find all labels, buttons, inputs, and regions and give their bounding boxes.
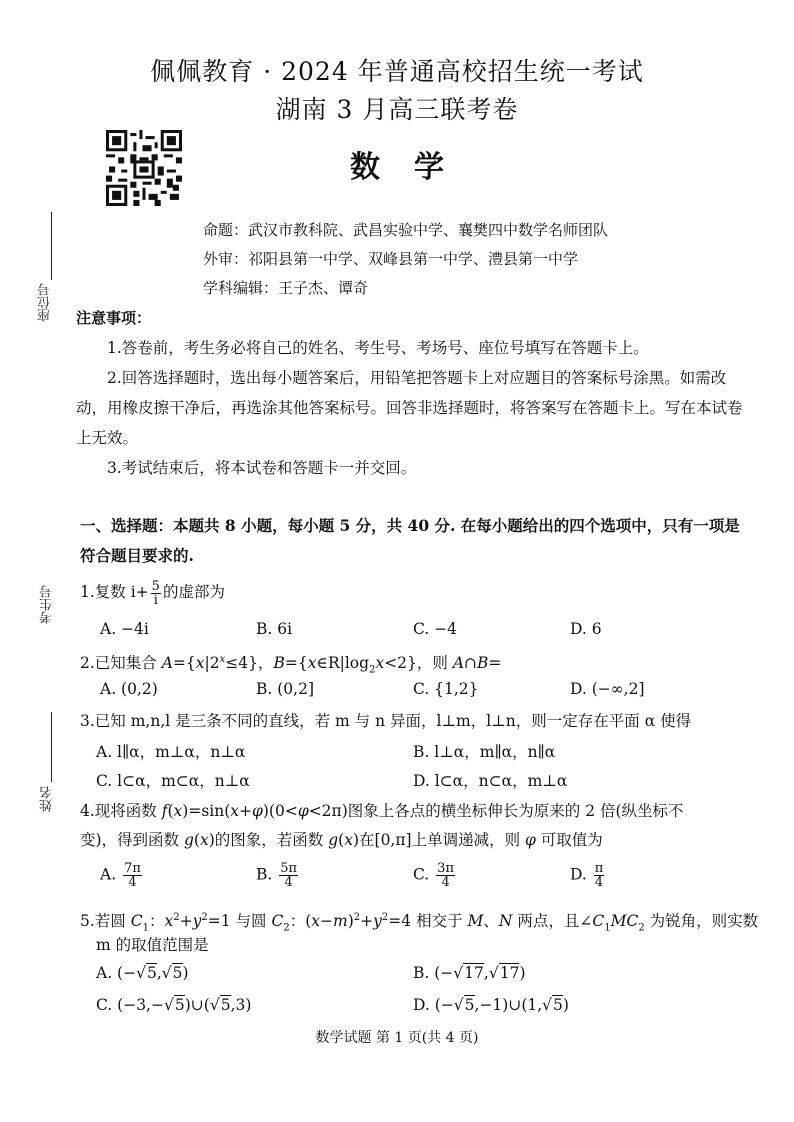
name-line[interactable]	[51, 712, 52, 782]
question-3: 3.已知 m,n,l 是三条不同的直线，若 m 与 n 异面，l⊥m，l⊥n，则一定存在平面 α 使得	[80, 712, 692, 730]
q3-option-b: B. l⊥α，m∥α，n∥α	[413, 743, 556, 761]
exam-title-line1: 佩佩教育 · 2024 年普通高校招生统一考试	[150, 57, 644, 86]
seat-number-label: 座位号	[38, 283, 53, 322]
question-1: 1.复数 i+ $\frac{5}{i}$ 的虚部为	[80, 578, 225, 608]
seat-number-line[interactable]	[51, 212, 52, 280]
notice-title: 注意事项：	[76, 309, 152, 327]
question-5-line-1: 5.若圆 $C_1$：$x^2+y^2=1$ 与圆 $C_2$：$(x-m)^2+y^2=4$ 相交于 M、N 两点，且$\angle C_1MC_2$ 为锐角，则实数	[80, 912, 759, 934]
q3-option-a: A. l∥α，m⊥α，n⊥α	[96, 743, 246, 761]
section-heading: 一、选择题：本题共 8 小题，每小题 5 分，共 40 分. 在每小题给出的四个选项中，只有一项是符合题目要求的.	[80, 516, 740, 565]
q2-option-a: A. (0,2)	[100, 680, 158, 698]
q1-option-d: D. 6	[570, 620, 602, 638]
q4-option-d: D. $\frac{\pi}{4}$	[570, 861, 604, 890]
credits-editor: 学科编辑：王子杰、谭奇	[203, 279, 369, 297]
subject-title: 数学	[350, 150, 478, 185]
q5-option-d: D. (−√5,−1)∪(1,√5)	[413, 996, 569, 1014]
q5-option-c: C. (−3,−√5)∪(√5,3)	[96, 996, 252, 1014]
question-2: 2.已知集合 $A=\{x|2^x\le 4\}$，$B=\{x\in R|\log_2x<2\}$，则 A∩B=	[80, 654, 502, 676]
page-footer: 数学试题 第 1 页(共 4 页)	[315, 1030, 479, 1046]
q1-option-c: C. −4	[413, 620, 458, 638]
notice-item-1: 1.答卷前，考生务必将自己的姓名、考生号、考场号、座位号填写在答题卡上。	[107, 339, 649, 357]
credits-setter: 命题：武汉市教科院、武昌实验中学、襄樊四中数学名师团队	[203, 221, 609, 239]
q4-option-a: A. $\frac{7\pi}{4}$	[100, 861, 141, 890]
q3-option-d: D. l⊂α，n⊂α，m⊥α	[413, 772, 568, 790]
q1-option-a: A. −4i	[100, 620, 149, 638]
exam-number-label: 考生号	[40, 585, 55, 624]
notice-item-3: 3.考试结束后，将本试卷和答题卡一并交回。	[107, 459, 417, 477]
notice-item-2: 2.回答选择题时，选出每小题答案后，用铅笔把答题卡上对应题目的答案标号涂黑。如需改动，用橡皮擦干净后，再选涂其他答案标号。回答非选择题时，将答案写在答题卡上。写在本试卷上无效。	[76, 369, 743, 447]
question-4-line-2: 变)，得到函数 g(x)的图象，若函数 g(x)在[0,π]上单调递减，则 φ 可取值为	[80, 831, 603, 849]
q1-option-b: B. 6i	[256, 620, 293, 638]
q2-option-c: C. {1,2}	[413, 680, 479, 698]
exam-title-line2: 湖南 3 月高三联考卷	[275, 95, 519, 124]
q4-option-b: B. $\frac{5\pi}{4}$	[256, 861, 298, 890]
q2-option-d: D. (−∞,2]	[570, 680, 645, 698]
question-5-line-2: m 的取值范围是	[96, 936, 209, 954]
q5-option-a: A. (−√5,√5)	[96, 964, 189, 982]
fraction: $\frac{5}{i}$	[151, 578, 160, 608]
credits-reviewer: 外审：祁阳县第一中学、双峰县第一中学、澧县第一中学	[203, 250, 579, 268]
qr-code-icon	[106, 130, 182, 206]
q5-option-b: B. (−√17,√17)	[413, 964, 526, 982]
name-label: 姓名	[40, 786, 55, 812]
question-4-line-1: 4.现将函数 f(x)=sin(x+φ)(0<φ<2π)图象上各点的横坐标伸长为原来的 2 倍(纵坐标不	[80, 802, 684, 820]
q3-option-c: C. l⊂α，m⊂α，n⊥α	[96, 772, 250, 790]
q2-option-b: B. (0,2]	[256, 680, 314, 698]
q4-option-c: C. $\frac{3\pi}{4}$	[413, 861, 454, 890]
